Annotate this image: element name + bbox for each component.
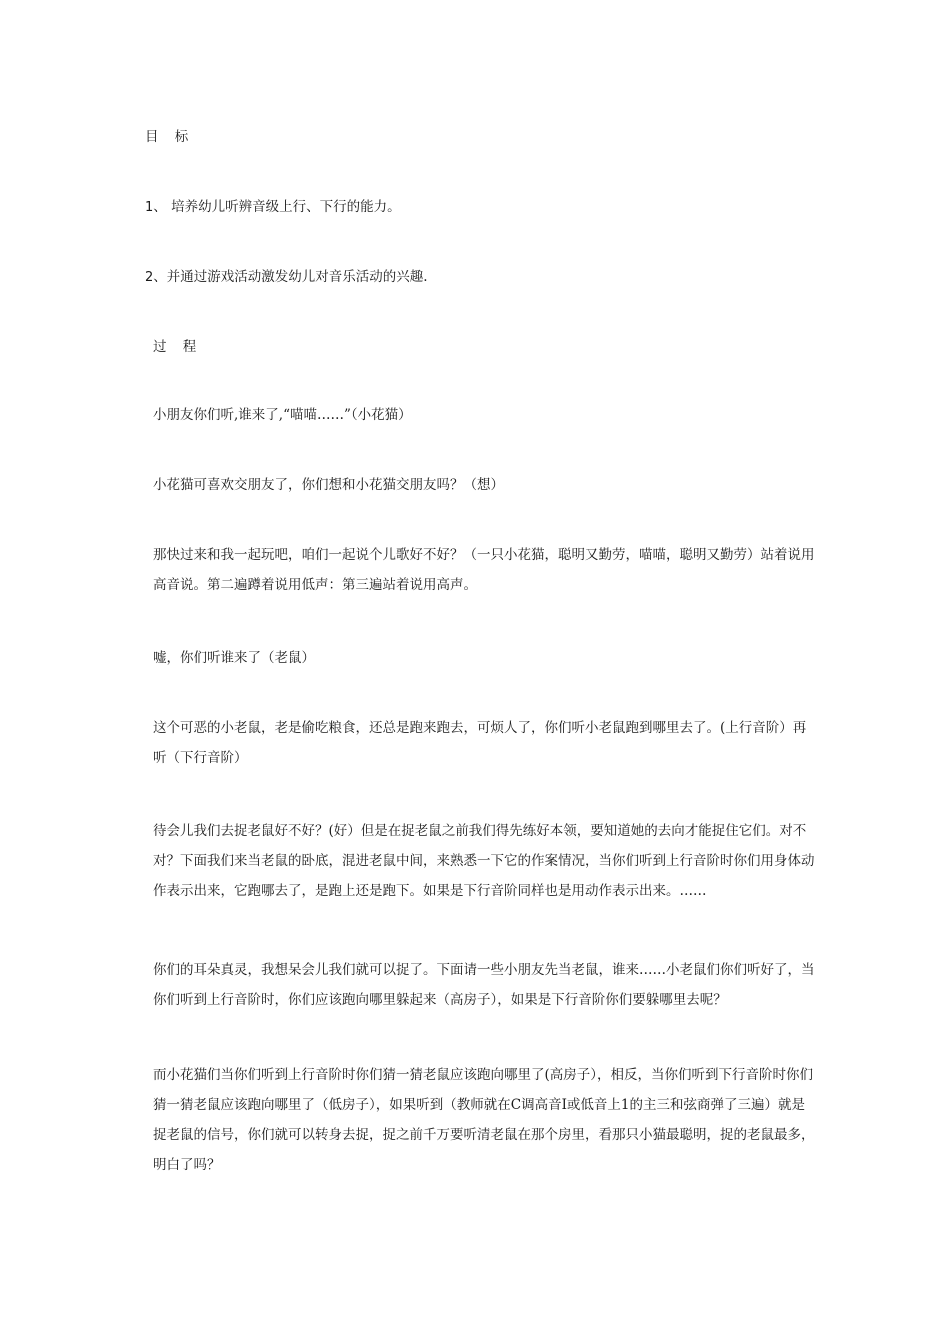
- goal-separator-2: 、: [153, 269, 167, 285]
- paragraph-8: 而小花猫们当你们听到上行音阶时你们猜一猜老鼠应该跑向哪里了(高房子），相反，当你们听到下行音阶时你们猜一猜老鼠应该跑向哪里了（低房子），如果听到（教师就在C调高音I或低音上1的主三和弦商弹了三遍）就是捉老鼠的信号，你们就可以转身去捉，捉之前千万要听清老鼠在那个房里，看那只小猫最聪明，捉的老鼠最多，明白了吗？: [153, 1067, 815, 1173]
- goal-text-2: 并通过游戏活动激发幼儿对音乐活动的兴趣.: [166, 269, 428, 285]
- paragraph-5: 这个可恶的小老鼠，老是偷吃粮食，还总是跑来跑去，可烦人了，你们听小老鼠跑到哪里去了。(上行音阶）再听（下行音阶）: [153, 720, 807, 766]
- goal-item-2: [145, 262, 810, 293]
- paragraph-4: 嘘，你们听谁来了（老鼠）: [153, 650, 315, 666]
- paragraph-7: 你们的耳朵真灵，我想呆会儿我们就可以捉了。下面请一些小朋友先当老鼠，谁来……小老鼠们你们听好了，当你们听到上行音阶时，你们应该跑向哪里躲起来（高房子），如果是下行音阶你们要躲哪里去呢？: [153, 962, 815, 1008]
- paragraph-3: 那快过来和我一起玩吧，咱们一起说个儿歌好不好？（一只小花猫，聪明又勤劳，喵喵，聪明又勤劳）站着说用高音说。第二遍蹲着说用低声：第三遍站着说用高声。: [153, 547, 815, 593]
- process-heading: 过 程: [153, 339, 203, 355]
- goals-heading: 目 标: [145, 129, 195, 145]
- goal-number-1: 1: [145, 200, 154, 215]
- goal-text-1: 培养幼儿听辨音级上行、下行的能力。: [166, 199, 401, 215]
- paragraph-6: 待会儿我们去捉老鼠好不好？(好）但是在捉老鼠之前我们得先练好本领，要知道她的去向才能捉住它们。对不对？下面我们来当老鼠的卧底，混进老鼠中间，来熟悉一下它的作案情况，当你们听到上行音阶时你们用身体动作表示出来，它跑哪去了，是跑上还是跑下。如果是下行音阶同样也是用动作表示出来。……: [153, 823, 815, 899]
- paragraph-1: 小朋友你们听,谁来了,“喵喵……”（小花猫）: [153, 407, 412, 423]
- goal-separator-1: 、: [153, 199, 167, 215]
- paragraph-2: 小花猫可喜欢交朋友了，你们想和小花猫交朋友吗？（想）: [153, 477, 504, 493]
- goal-number-2: 2: [145, 270, 154, 285]
- goal-item-1: [145, 192, 810, 223]
